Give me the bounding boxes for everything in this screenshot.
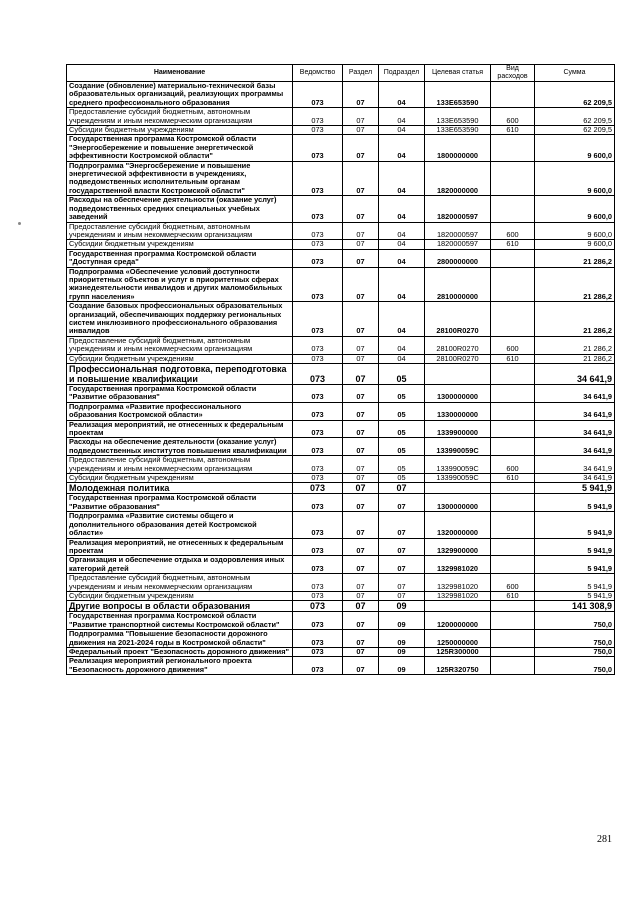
cell-summa: 62 209,5 <box>535 126 615 135</box>
cell-vedomstvo: 073 <box>293 364 343 385</box>
cell-summa: 141 308,9 <box>535 601 615 612</box>
cell-vedomstvo: 073 <box>293 354 343 363</box>
cell-vid-rashodov <box>491 161 535 196</box>
header-summa: Сумма <box>535 65 615 82</box>
cell-celevaya-statya: 1320000000 <box>425 512 491 538</box>
cell-vedomstvo: 073 <box>293 249 343 267</box>
cell-podrazdel: 05 <box>379 474 425 483</box>
cell-razdel: 07 <box>343 364 379 385</box>
cell-podrazdel: 09 <box>379 630 425 648</box>
cell-razdel: 07 <box>343 647 379 656</box>
cell-razdel: 07 <box>343 240 379 249</box>
cell-name: Предоставление субсидий бюджетным, автономным учреждениям и иным некоммерческим организациям <box>67 222 293 240</box>
cell-vid-rashodov <box>491 630 535 648</box>
cell-celevaya-statya: 2800000000 <box>425 249 491 267</box>
cell-vedomstvo: 073 <box>293 591 343 600</box>
cell-summa: 9 600,0 <box>535 222 615 240</box>
cell-razdel: 07 <box>343 267 379 302</box>
cell-summa: 34 641,9 <box>535 474 615 483</box>
header-name: Наименование <box>67 65 293 82</box>
cell-vedomstvo: 073 <box>293 612 343 630</box>
cell-celevaya-statya: 1329900000 <box>425 538 491 556</box>
cell-podrazdel: 09 <box>379 657 425 675</box>
cell-summa: 9 600,0 <box>535 161 615 196</box>
cell-summa: 5 941,9 <box>535 591 615 600</box>
cell-vid-rashodov: 610 <box>491 240 535 249</box>
cell-podrazdel: 07 <box>379 483 425 494</box>
cell-razdel: 07 <box>343 108 379 126</box>
cell-celevaya-statya: 133990059С <box>425 456 491 474</box>
cell-name: Субсидии бюджетным учреждениям <box>67 126 293 135</box>
cell-vid-rashodov <box>491 601 535 612</box>
cell-vedomstvo: 073 <box>293 108 343 126</box>
cell-vid-rashodov <box>491 364 535 385</box>
cell-podrazdel: 05 <box>379 402 425 420</box>
scan-dot-mark <box>18 222 21 225</box>
cell-celevaya-statya: 28100R0270 <box>425 302 491 337</box>
cell-vedomstvo: 073 <box>293 657 343 675</box>
cell-vid-rashodov <box>491 538 535 556</box>
table-row <box>67 512 615 538</box>
cell-name: Расходы на обеспечение деятельности (оказание услуг) подведомственных институтов повышения квалификации <box>67 438 293 456</box>
cell-razdel: 07 <box>343 456 379 474</box>
cell-summa: 5 941,9 <box>535 574 615 592</box>
table-row <box>67 574 615 592</box>
cell-podrazdel: 07 <box>379 538 425 556</box>
cell-podrazdel: 04 <box>379 249 425 267</box>
cell-celevaya-statya <box>425 601 491 612</box>
cell-name: Молодежная политика <box>67 483 293 494</box>
cell-vedomstvo: 073 <box>293 556 343 574</box>
cell-vedomstvo: 073 <box>293 512 343 538</box>
cell-summa: 21 286,2 <box>535 249 615 267</box>
cell-vid-rashodov <box>491 135 535 161</box>
cell-podrazdel: 07 <box>379 556 425 574</box>
cell-vedomstvo: 073 <box>293 161 343 196</box>
cell-summa: 21 286,2 <box>535 336 615 354</box>
table-row <box>67 249 615 267</box>
cell-summa: 21 286,2 <box>535 302 615 337</box>
table-row <box>67 354 615 363</box>
cell-podrazdel: 07 <box>379 494 425 512</box>
cell-podrazdel: 04 <box>379 135 425 161</box>
cell-razdel: 07 <box>343 420 379 438</box>
table-row <box>67 591 615 600</box>
cell-name: Государственная программа Костромской области "Развитие образования" <box>67 494 293 512</box>
cell-name: Реализация мероприятий, не отнесенных к федеральным проектам <box>67 538 293 556</box>
cell-podrazdel: 07 <box>379 574 425 592</box>
table-row <box>67 538 615 556</box>
table-row <box>67 630 615 648</box>
cell-celevaya-statya: 133E653590 <box>425 126 491 135</box>
cell-podrazdel: 07 <box>379 512 425 538</box>
cell-summa: 9 600,0 <box>535 240 615 249</box>
cell-vid-rashodov <box>491 438 535 456</box>
cell-vid-rashodov: 610 <box>491 591 535 600</box>
cell-vid-rashodov: 600 <box>491 336 535 354</box>
cell-summa: 5 941,9 <box>535 512 615 538</box>
cell-vedomstvo: 073 <box>293 483 343 494</box>
table-row <box>67 267 615 302</box>
cell-vedomstvo: 073 <box>293 420 343 438</box>
cell-razdel: 07 <box>343 591 379 600</box>
table-row <box>67 483 615 494</box>
cell-name: Создание (обновление) материально-технической базы образовательных организаций, реализующих программы среднего профессионального образования <box>67 82 293 108</box>
cell-razdel: 07 <box>343 126 379 135</box>
cell-summa: 34 641,9 <box>535 420 615 438</box>
cell-vedomstvo: 073 <box>293 456 343 474</box>
cell-vedomstvo: 073 <box>293 601 343 612</box>
cell-summa: 9 600,0 <box>535 196 615 222</box>
cell-celevaya-statya: 28100R0270 <box>425 354 491 363</box>
cell-vid-rashodov: 610 <box>491 474 535 483</box>
table-row <box>67 385 615 403</box>
cell-celevaya-statya: 1330000000 <box>425 402 491 420</box>
cell-summa: 34 641,9 <box>535 456 615 474</box>
table-row <box>67 222 615 240</box>
cell-celevaya-statya: 1820000597 <box>425 240 491 249</box>
cell-razdel: 07 <box>343 556 379 574</box>
cell-vid-rashodov <box>491 82 535 108</box>
page-number: 281 <box>597 834 612 845</box>
cell-name: Предоставление субсидий бюджетным, автономным учреждениям и иным некоммерческим организациям <box>67 108 293 126</box>
cell-podrazdel: 04 <box>379 302 425 337</box>
cell-vid-rashodov <box>491 196 535 222</box>
table-body <box>67 82 615 675</box>
cell-vedomstvo: 073 <box>293 385 343 403</box>
cell-podrazdel: 04 <box>379 161 425 196</box>
cell-summa: 5 941,9 <box>535 494 615 512</box>
cell-razdel: 07 <box>343 630 379 648</box>
table-row <box>67 402 615 420</box>
cell-podrazdel: 04 <box>379 240 425 249</box>
cell-vedomstvo: 073 <box>293 402 343 420</box>
cell-vedomstvo: 073 <box>293 302 343 337</box>
header-celevaya-statya: Целевая статья <box>425 65 491 82</box>
cell-vedomstvo: 073 <box>293 574 343 592</box>
cell-vid-rashodov <box>491 556 535 574</box>
cell-celevaya-statya <box>425 364 491 385</box>
cell-podrazdel: 04 <box>379 354 425 363</box>
cell-razdel: 07 <box>343 612 379 630</box>
cell-razdel: 07 <box>343 494 379 512</box>
cell-summa: 34 641,9 <box>535 364 615 385</box>
cell-name: Государственная программа Костромской области "Развитие образования" <box>67 385 293 403</box>
cell-vedomstvo: 073 <box>293 647 343 656</box>
table-row <box>67 302 615 337</box>
cell-podrazdel: 04 <box>379 222 425 240</box>
table-row <box>67 612 615 630</box>
table-row <box>67 135 615 161</box>
cell-celevaya-statya: 1329981020 <box>425 574 491 592</box>
cell-vedomstvo: 073 <box>293 135 343 161</box>
cell-podrazdel: 04 <box>379 82 425 108</box>
table-row <box>67 420 615 438</box>
cell-razdel: 07 <box>343 574 379 592</box>
table-row <box>67 657 615 675</box>
table-row <box>67 494 615 512</box>
cell-celevaya-statya: 1800000000 <box>425 135 491 161</box>
cell-celevaya-statya: 125R300000 <box>425 647 491 656</box>
cell-summa: 750,0 <box>535 657 615 675</box>
cell-celevaya-statya: 1300000000 <box>425 494 491 512</box>
cell-razdel: 07 <box>343 385 379 403</box>
cell-summa: 9 600,0 <box>535 135 615 161</box>
cell-vedomstvo: 073 <box>293 538 343 556</box>
cell-razdel: 07 <box>343 474 379 483</box>
cell-celevaya-statya: 133E653590 <box>425 108 491 126</box>
cell-vid-rashodov <box>491 483 535 494</box>
cell-name: Подпрограмма "Энергосбережение и повышение энергетической эффективности в учреждениях, подведомственных исполнительным органам государственной власти Костромской области" <box>67 161 293 196</box>
cell-vedomstvo: 073 <box>293 267 343 302</box>
cell-summa: 21 286,2 <box>535 267 615 302</box>
cell-razdel: 07 <box>343 196 379 222</box>
cell-razdel: 07 <box>343 438 379 456</box>
cell-summa: 34 641,9 <box>535 402 615 420</box>
cell-podrazdel: 09 <box>379 612 425 630</box>
cell-razdel: 07 <box>343 512 379 538</box>
cell-name: Подпрограмма «Развитие профессионального образования Костромской области» <box>67 402 293 420</box>
cell-summa: 34 641,9 <box>535 385 615 403</box>
cell-podrazdel: 04 <box>379 336 425 354</box>
cell-podrazdel: 04 <box>379 267 425 302</box>
cell-summa: 750,0 <box>535 647 615 656</box>
table-row <box>67 438 615 456</box>
cell-name: Предоставление субсидий бюджетным, автономным учреждениям и иным некоммерческим организациям <box>67 574 293 592</box>
cell-razdel: 07 <box>343 302 379 337</box>
cell-vedomstvo: 073 <box>293 196 343 222</box>
table-row <box>67 556 615 574</box>
table-header-row <box>67 65 615 82</box>
cell-vid-rashodov <box>491 657 535 675</box>
cell-name: Предоставление субсидий бюджетным, автономным учреждениям и иным некоммерческим организациям <box>67 336 293 354</box>
cell-vedomstvo: 073 <box>293 82 343 108</box>
cell-razdel: 07 <box>343 336 379 354</box>
cell-vedomstvo: 073 <box>293 336 343 354</box>
cell-razdel: 07 <box>343 222 379 240</box>
cell-razdel: 07 <box>343 402 379 420</box>
cell-name: Субсидии бюджетным учреждениям <box>67 474 293 483</box>
cell-podrazdel: 05 <box>379 364 425 385</box>
cell-vid-rashodov <box>491 612 535 630</box>
cell-celevaya-statya: 1339900000 <box>425 420 491 438</box>
cell-razdel: 07 <box>343 82 379 108</box>
cell-summa: 750,0 <box>535 630 615 648</box>
cell-vedomstvo: 073 <box>293 474 343 483</box>
cell-vid-rashodov: 600 <box>491 108 535 126</box>
table-row <box>67 161 615 196</box>
cell-celevaya-statya: 1329981020 <box>425 556 491 574</box>
cell-podrazdel: 05 <box>379 456 425 474</box>
cell-celevaya-statya: 125R320750 <box>425 657 491 675</box>
cell-name: Государственная программа Костромской области "Развитие транспортной системы Костромской области" <box>67 612 293 630</box>
table-row <box>67 240 615 249</box>
cell-name: Другие вопросы в области образования <box>67 601 293 612</box>
table-row <box>67 456 615 474</box>
cell-podrazdel: 09 <box>379 647 425 656</box>
cell-podrazdel: 04 <box>379 196 425 222</box>
cell-name: Профессиональная подготовка, переподготовка и повышение квалификации <box>67 364 293 385</box>
cell-vedomstvo: 073 <box>293 240 343 249</box>
cell-vid-rashodov <box>491 647 535 656</box>
cell-name: Федеральный проект "Безопасность дорожного движения" <box>67 647 293 656</box>
cell-vid-rashodov <box>491 494 535 512</box>
cell-podrazdel: 05 <box>379 438 425 456</box>
cell-vid-rashodov: 610 <box>491 354 535 363</box>
cell-vid-rashodov <box>491 249 535 267</box>
cell-name: Расходы на обеспечение деятельности (оказание услуг) подведомственных средних специальных учебных заведений <box>67 196 293 222</box>
cell-celevaya-statya: 28100R0270 <box>425 336 491 354</box>
cell-name: Субсидии бюджетным учреждениям <box>67 591 293 600</box>
table-row <box>67 474 615 483</box>
cell-razdel: 07 <box>343 601 379 612</box>
table-row <box>67 336 615 354</box>
header-vid-rashodov: Вид расходов <box>491 65 535 82</box>
cell-podrazdel: 04 <box>379 126 425 135</box>
table-row <box>67 364 615 385</box>
cell-podrazdel: 09 <box>379 601 425 612</box>
cell-summa: 62 209,5 <box>535 108 615 126</box>
cell-name: Государственная программа Костромской области "Энергосбережение и повышение энергетической эффективности Костромской области" <box>67 135 293 161</box>
cell-celevaya-statya: 1200000000 <box>425 612 491 630</box>
cell-razdel: 07 <box>343 354 379 363</box>
cell-vedomstvo: 073 <box>293 494 343 512</box>
cell-name: Предоставление субсидий бюджетным, автономным учреждениям и иным некоммерческим организациям <box>67 456 293 474</box>
cell-summa: 34 641,9 <box>535 438 615 456</box>
cell-celevaya-statya: 2810000000 <box>425 267 491 302</box>
table-row <box>67 601 615 612</box>
cell-name: Организация и обеспечение отдыха и оздоровления иных категорий детей <box>67 556 293 574</box>
cell-razdel: 07 <box>343 538 379 556</box>
cell-celevaya-statya: 133E653590 <box>425 82 491 108</box>
table-row <box>67 196 615 222</box>
cell-razdel: 07 <box>343 161 379 196</box>
cell-vid-rashodov: 600 <box>491 574 535 592</box>
cell-name: Субсидии бюджетным учреждениям <box>67 240 293 249</box>
cell-vid-rashodov <box>491 385 535 403</box>
cell-vedomstvo: 073 <box>293 630 343 648</box>
cell-summa: 5 941,9 <box>535 538 615 556</box>
cell-name: Подпрограмма «Обеспечение условий доступности приоритетных объектов и услуг в приоритетных сферах жизнедеятельности инвалидов и других маломобильных групп населения» <box>67 267 293 302</box>
cell-celevaya-statya: 133990059С <box>425 474 491 483</box>
cell-celevaya-statya: 1300000000 <box>425 385 491 403</box>
cell-vid-rashodov: 600 <box>491 456 535 474</box>
cell-summa: 5 941,9 <box>535 556 615 574</box>
cell-name: Государственная программа Костромской области "Доступная среда" <box>67 249 293 267</box>
cell-podrazdel: 04 <box>379 108 425 126</box>
cell-name: Субсидии бюджетным учреждениям <box>67 354 293 363</box>
cell-celevaya-statya: 133990059С <box>425 438 491 456</box>
cell-summa: 5 941,9 <box>535 483 615 494</box>
cell-vedomstvo: 073 <box>293 438 343 456</box>
cell-vedomstvo: 073 <box>293 126 343 135</box>
cell-vid-rashodov: 610 <box>491 126 535 135</box>
header-razdel: Раздел <box>343 65 379 82</box>
header-podrazdel: Подраздел <box>379 65 425 82</box>
cell-razdel: 07 <box>343 249 379 267</box>
budget-table <box>66 64 615 675</box>
cell-summa: 21 286,2 <box>535 354 615 363</box>
cell-celevaya-statya: 1820000597 <box>425 196 491 222</box>
cell-celevaya-statya: 1250000000 <box>425 630 491 648</box>
cell-celevaya-statya <box>425 483 491 494</box>
cell-summa: 62 209,5 <box>535 82 615 108</box>
cell-celevaya-statya: 1329981020 <box>425 591 491 600</box>
cell-vid-rashodov <box>491 512 535 538</box>
cell-podrazdel: 05 <box>379 420 425 438</box>
cell-name: Создание базовых профессиональных образовательных организаций, обеспечивающих поддержку региональных систем инклюзивного профессионального образования инвалидов <box>67 302 293 337</box>
cell-vid-rashodov <box>491 402 535 420</box>
table-row <box>67 82 615 108</box>
cell-razdel: 07 <box>343 135 379 161</box>
cell-celevaya-statya: 1820000000 <box>425 161 491 196</box>
cell-podrazdel: 05 <box>379 385 425 403</box>
table-row <box>67 108 615 126</box>
cell-vid-rashodov: 600 <box>491 222 535 240</box>
cell-name: Подпрограмма «Развитие системы общего и дополнительного образования детей Костромской области» <box>67 512 293 538</box>
cell-vid-rashodov <box>491 267 535 302</box>
cell-vid-rashodov <box>491 302 535 337</box>
cell-razdel: 07 <box>343 483 379 494</box>
cell-vid-rashodov <box>491 420 535 438</box>
cell-celevaya-statya: 1820000597 <box>425 222 491 240</box>
cell-podrazdel: 07 <box>379 591 425 600</box>
cell-name: Подпрограмма "Повышение безопасности дорожного движения на 2021-2024 годы в Костромской области" <box>67 630 293 648</box>
cell-summa: 750,0 <box>535 612 615 630</box>
cell-name: Реализация мероприятий регионального проекта "Безопасность дорожного движения" <box>67 657 293 675</box>
cell-name: Реализация мероприятий, не отнесенных к федеральным проектам <box>67 420 293 438</box>
cell-vedomstvo: 073 <box>293 222 343 240</box>
header-vedomstvo: Ведомство <box>293 65 343 82</box>
cell-razdel: 07 <box>343 657 379 675</box>
